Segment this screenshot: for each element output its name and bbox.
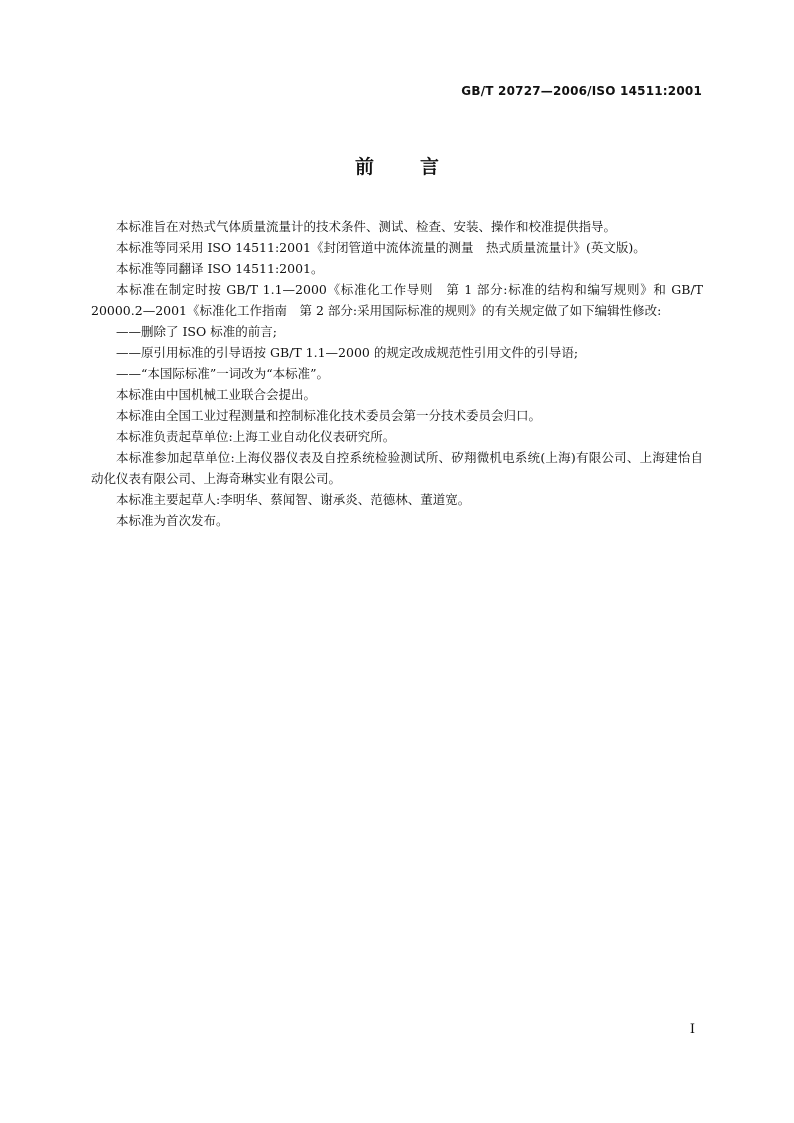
paragraph: 本标准旨在对热式气体质量流量计的技术条件、测试、检查、安装、操作和校准提供指导。 <box>116 219 617 234</box>
paragraph: 本标准主要起草人:李明华、蔡闻智、谢承炎、范德林、董道宽。 <box>116 492 471 507</box>
paragraph: 本标准为首次发布。 <box>116 513 229 528</box>
paragraph: 本标准参加起草单位:上海仪器仪表及自控系统检验测试所、矽翔微机电系统(上海)有限公司、上海建怡自动化仪表有限公司、上海奇琳实业有限公司。 <box>91 450 703 486</box>
paragraph: 本标准等同采用 ISO 14511:2001《封闭管道中流体流量的测量 热式质量流量计》(英文版)。 <box>116 240 646 255</box>
list-item: ——“本国际标准”一词改为“本标准”。 <box>116 366 330 381</box>
paragraph: 本标准在制定时按 GB/T 1.1—2000《标准化工作导则 第 1 部分:标准的结构和编写规则》和 GB/T 20000.2—2001《标准化工作指南 第 2 部分:采用国际标准的规则》的有关规定做了如下编辑性修改: <box>91 282 703 318</box>
page-title: 前言 <box>354 156 485 178</box>
paragraph: 本标准由中国机械工业联合会提出。 <box>116 387 317 402</box>
paragraph: 本标准等同翻译 ISO 14511:2001。 <box>116 261 324 276</box>
paragraph: 本标准负责起草单位:上海工业自动化仪表研究所。 <box>116 429 396 444</box>
foreword-body <box>91 216 703 531</box>
list-item: ——原引用标准的引导语按 GB/T 1.1—2000 的规定改成规范性引用文件的引导语; <box>116 345 579 360</box>
list-item: ——删除了 ISO 标准的前言; <box>116 324 277 339</box>
standard-code: GB/T 20727—2006/ISO 14511:2001 <box>461 84 702 98</box>
paragraph: 本标准由全国工业过程测量和控制标准化技术委员会第一分技术委员会归口。 <box>116 408 542 423</box>
page-number: I <box>689 1022 695 1037</box>
